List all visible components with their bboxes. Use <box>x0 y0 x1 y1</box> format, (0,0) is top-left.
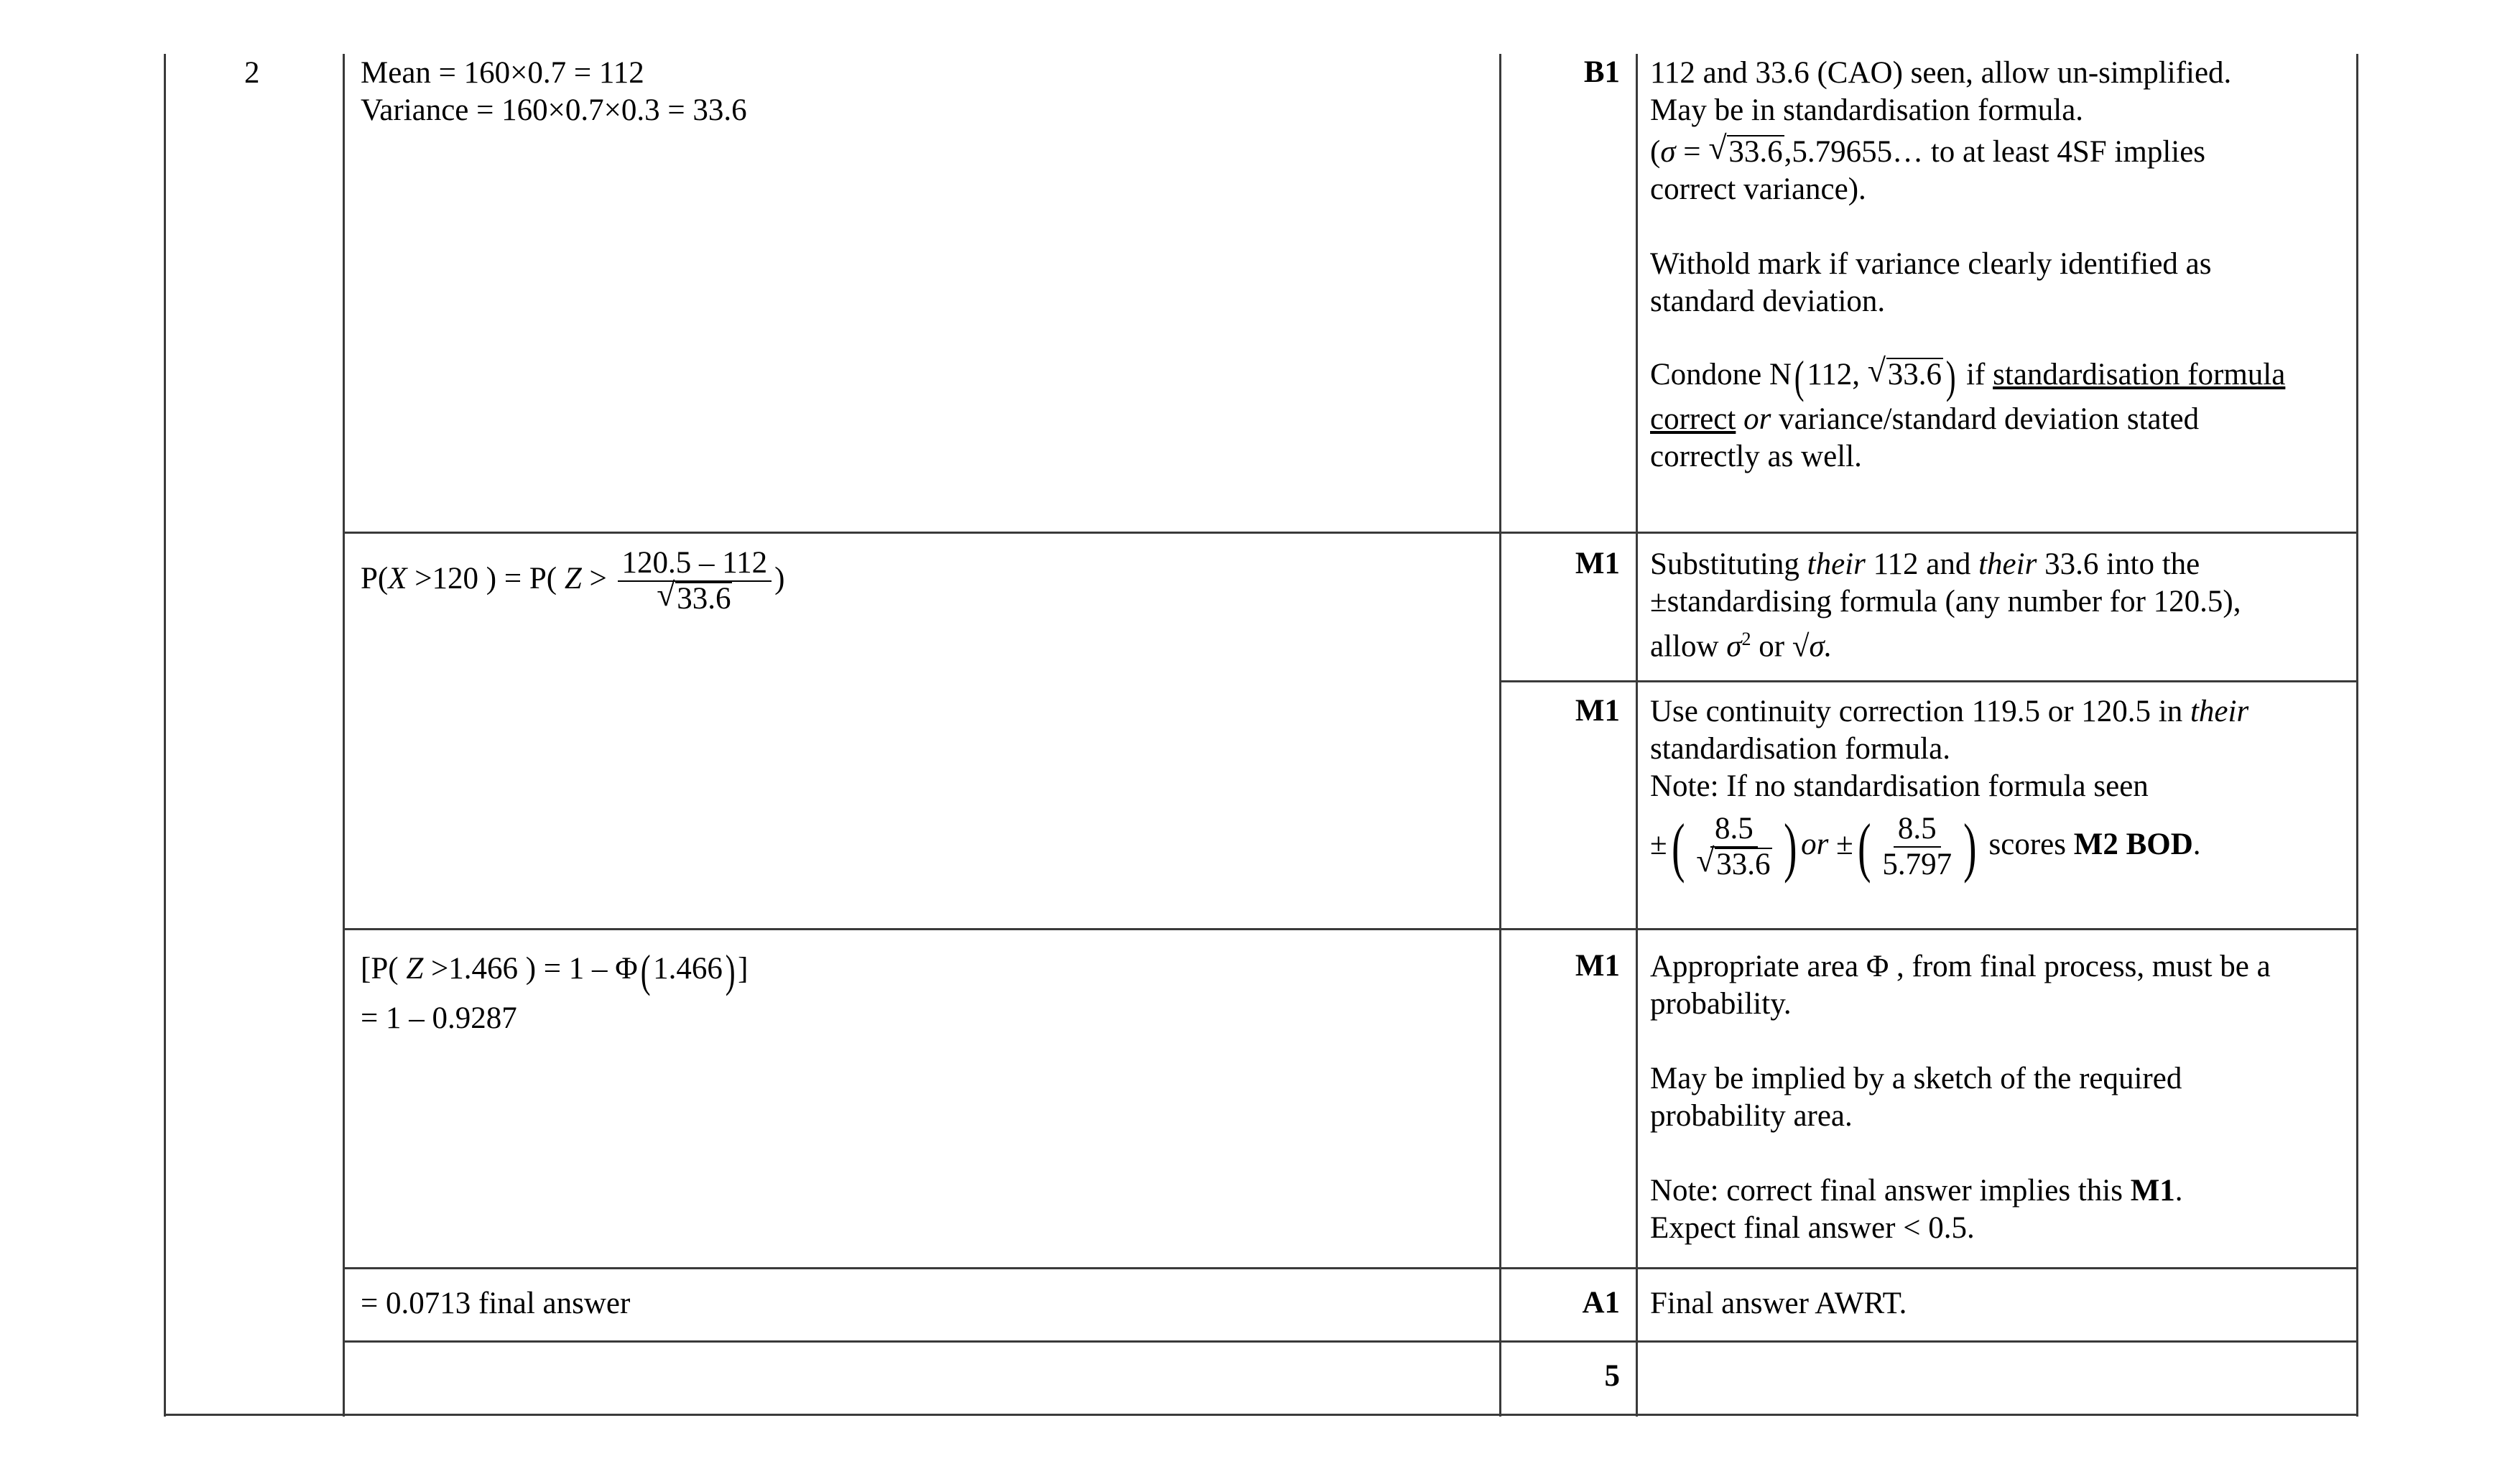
row-divider-2 <box>1499 680 2358 682</box>
guidance-row-3 <box>1650 693 2248 884</box>
guidance-text: ,5.79655… to at least 4SF implies <box>1784 135 2206 169</box>
guidance-text: ±standardising formula (any number for 120.5), <box>1650 585 2241 618</box>
plus-minus: ± <box>1828 828 1853 861</box>
guidance-text: allow $\sigma^2$ or √σ. <box>1650 629 1833 664</box>
radicand: 33.6 <box>1887 358 1942 391</box>
guidance-text: Note: correct final answer implies this M1. <box>1650 1174 2183 1208</box>
underlined-text: standardisation formula <box>1993 358 2286 391</box>
close-paren: ) <box>774 561 785 596</box>
mark-a1: A1 <box>1582 1286 1620 1320</box>
sqrt-expression: √ 33.6 <box>1708 129 1783 169</box>
guidance-text: May be implied by a sketch of the required <box>1650 1062 2182 1095</box>
guidance-row-4 <box>1650 948 2271 1247</box>
prob-text: >120 ) = P( <box>407 561 565 596</box>
normal-mean: 112, <box>1807 358 1868 391</box>
guidance-row-5: Final answer AWRT. <box>1650 1287 1907 1320</box>
italic-text: or <box>1736 402 1771 436</box>
sqrt-expression: √ 33.6 <box>1696 842 1771 882</box>
guidance-row-2 <box>1650 546 2241 665</box>
bold-mark: M2 BOD <box>2073 828 2193 861</box>
condone-line-2 <box>1650 401 2285 438</box>
condone-label: Condone N <box>1650 358 1792 391</box>
guidance-text: correct variance). <box>1650 172 1866 206</box>
column-divider-working <box>343 54 345 1417</box>
or-text: or <box>1801 828 1829 861</box>
prob-text: > <box>581 561 615 596</box>
row-divider-4 <box>343 1267 2358 1269</box>
guidance-text: Withold mark if variance clearly identified as <box>1650 247 2212 281</box>
column-divider-marks <box>1499 54 1501 1417</box>
guidance-text: standard deviation. <box>1650 284 1886 318</box>
guidance-text: Appropriate area Φ , from final process, must be a <box>1650 950 2271 983</box>
underlined-text: correct <box>1650 402 1736 436</box>
fraction-numerator: 120.5 – 112 <box>618 546 772 582</box>
question-number: 2 <box>244 56 260 90</box>
guidance-text: Use continuity correction 119.5 or 120.5 in their <box>1650 695 2249 728</box>
bod-fractions-line: ±( 8.5 √ 33.6 ) or ±( $\frac{8.5}{5.797}$ ) scores M2 BOD. <box>1650 810 2201 884</box>
guidance-text: probability area. <box>1650 1099 1853 1133</box>
guidance-row-1 <box>1650 55 2285 476</box>
fraction-decimal: $\frac{8.5}{5.797}$ <box>1882 812 1952 882</box>
guidance-text: correctly as well. <box>1650 440 1862 473</box>
variable-z: Z <box>564 561 582 596</box>
guidance-text: May be in standardisation formula. <box>1650 93 2084 127</box>
sqrt-expression: √ 33.6 <box>1867 352 1942 391</box>
mark-m1-b: M1 <box>1575 694 1620 728</box>
table-border-right <box>2356 54 2358 1417</box>
mark-m1-a: M1 <box>1575 547 1620 580</box>
guidance-text: standardisation formula. <box>1650 732 1950 766</box>
radicand: 33.6 <box>677 582 731 616</box>
guidance-text: 112 and 33.6 (CAO) seen, allow un-simplified. <box>1650 56 2232 90</box>
working-row-2 <box>361 546 785 616</box>
prob-prefix: P( <box>361 561 389 596</box>
row-divider-1 <box>343 532 2358 534</box>
fraction-sqrt: 8.5 √ 33.6 <box>1696 812 1771 882</box>
radicand: 33.6 <box>1728 135 1783 169</box>
sigma-symbol: σ <box>1660 135 1676 169</box>
condone-line: Condone N(112, √ 33.6) if standardisation formula <box>1650 349 2285 401</box>
variable-x: X <box>388 561 407 596</box>
guidance-text: variance/standard deviation stated <box>1771 402 2200 436</box>
mark-m1-c: M1 <box>1575 949 1620 983</box>
mean-line: Mean = 160×0.7 = 112 <box>361 56 644 90</box>
guidance-text: Substituting their 112 and their 33.6 into the <box>1650 547 2200 581</box>
guidance-text: probability. <box>1650 987 1792 1021</box>
row-divider-5 <box>343 1340 2358 1343</box>
plus-minus: ± <box>1650 828 1667 861</box>
table-border-bottom <box>164 1414 2358 1416</box>
phi-line: [P( Z >1.466 ) = 1 – Φ(1.466)] <box>361 945 749 996</box>
guidance-sigma-line <box>1650 129 2285 171</box>
total-marks: 5 <box>1604 1359 1620 1393</box>
mark-b1: B1 <box>1583 55 1620 89</box>
working-row-4 <box>361 945 749 1037</box>
working-row-1 <box>361 55 747 129</box>
column-divider-guidance <box>1636 54 1638 1417</box>
equals: = <box>1675 135 1709 169</box>
sqrt-expression: √ 33.6 <box>657 576 731 616</box>
table-border-left <box>164 54 166 1417</box>
guidance-text: Note: If no standardisation formula seen <box>1650 769 2149 803</box>
guidance-text: Expect final answer < 0.5. <box>1650 1211 1975 1245</box>
standardisation-fraction <box>618 546 772 616</box>
variance-line: Variance = 160×0.7×0.3 = 33.6 <box>361 93 747 127</box>
guidance-text: if <box>1958 358 1993 391</box>
open-paren: ( <box>1650 135 1661 169</box>
working-row-5: = 0.0713 final answer <box>361 1287 631 1320</box>
subtraction-line: = 1 – 0.9287 <box>361 1001 517 1035</box>
row-divider-3 <box>343 928 2358 930</box>
